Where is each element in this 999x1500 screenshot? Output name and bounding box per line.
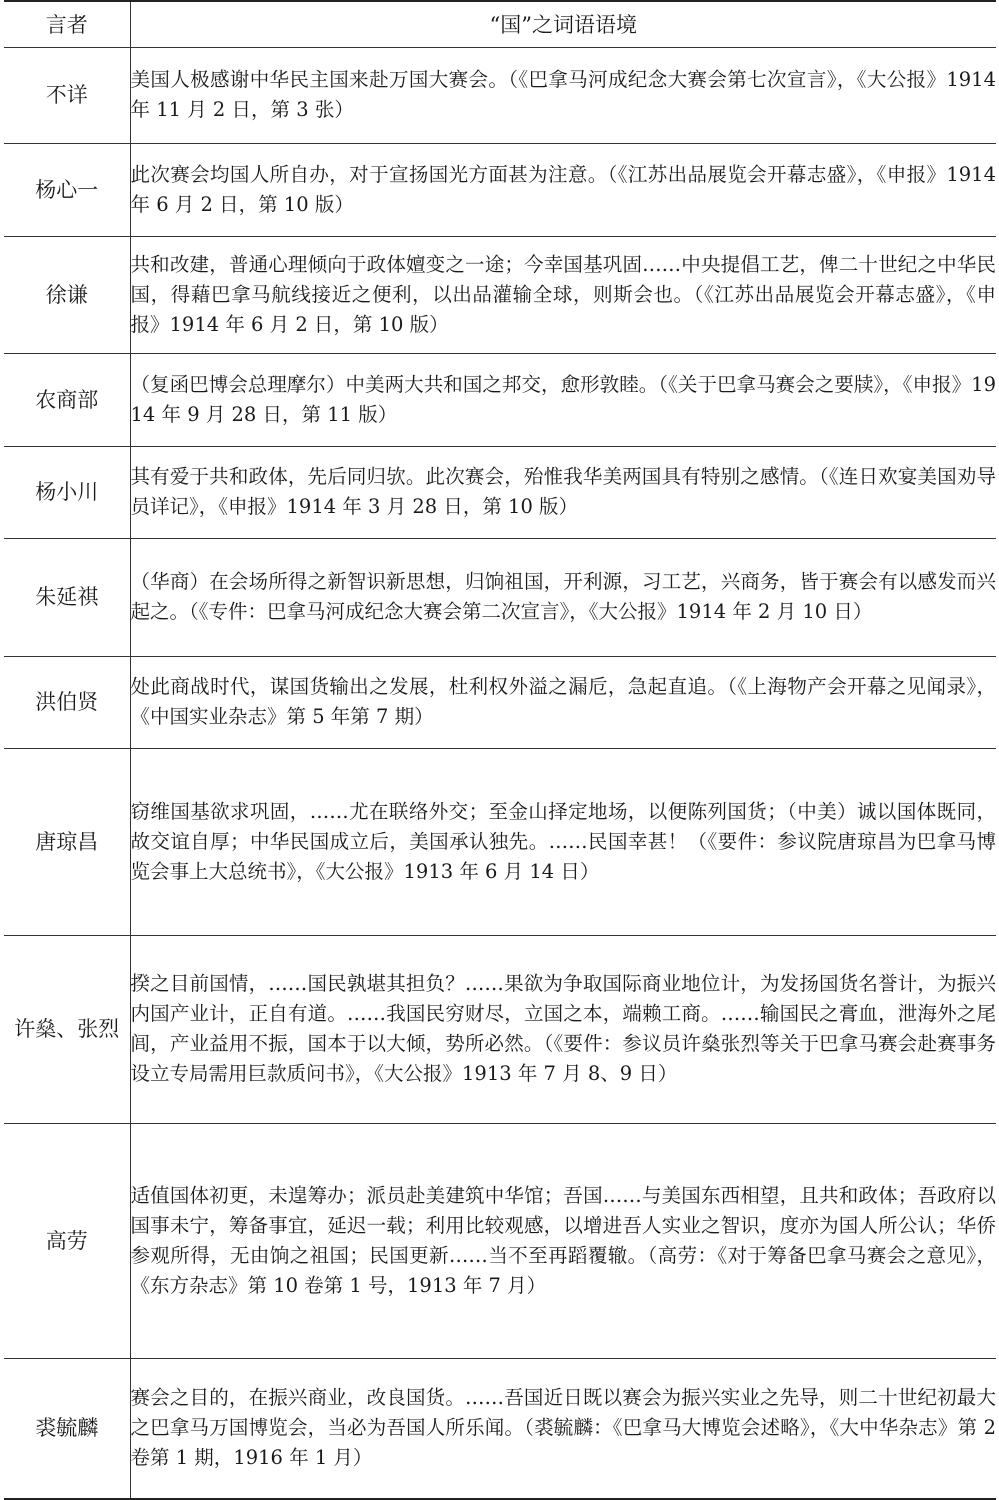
speaker-cell: 洪伯贤 <box>4 656 130 748</box>
speaker-cell: 唐琼昌 <box>4 748 130 935</box>
speaker-cell: 杨心一 <box>4 143 130 236</box>
table-row <box>4 748 996 935</box>
speaker-cell: 杨小川 <box>4 446 130 538</box>
quote-cell: 美国人极感谢中华民主国来赴万国大赛会。（《巴拿马河成纪念大赛会第七次宣言》，《大公报》1914 年 11 月 2 日，第 3 张） <box>130 47 996 143</box>
quote-cell: 赛会之目的，在振兴商业，改良国货。……吾国近日既以赛会为振兴实业之先导，则二十世纪初最大之巴拿马万国博览会，当必为吾国人所乐闻。（裘毓麟：《巴拿马大博览会述略》，《大中华杂志》第 2 卷第 1 期，1916 年 1 月） <box>130 1358 996 1499</box>
table-row <box>4 353 996 446</box>
table-row <box>4 935 996 1123</box>
table-row <box>4 538 996 656</box>
quote-cell: 共和改建，普通心理倾向于政体嬗变之一途；今幸国基巩固……中央提倡工艺，俾二十世纪之中华民国，得藉巴拿马航线接近之便利，以出品灌输全球，则斯会也。（《江苏出品展览会开幕志盛》，《申报》1914 年 6 月 2 日，第 10 版） <box>130 236 996 353</box>
table-row <box>4 656 996 748</box>
speaker-cell: 朱延祺 <box>4 538 130 656</box>
quote-cell: （复函巴博会总理摩尔）中美两大共和国之邦交，愈形敦睦。（《关于巴拿马赛会之要牍》，《申报》1914 年 9 月 28 日，第 11 版） <box>130 353 996 446</box>
quote-cell: 窃维国基欲求巩固，……尤在联络外交；至金山择定地场，以便陈列国货；（中美）诚以国体既同，故交谊自厚；中华民国成立后，美国承认独先。……民国幸甚！（《要件：参议院唐琼昌为巴拿马博览会事上大总统书》，《大公报》1913 年 6 月 14 日） <box>130 748 996 935</box>
table-row <box>4 446 996 538</box>
header-speaker: 言者 <box>4 1 130 47</box>
speaker-cell: 徐谦 <box>4 236 130 353</box>
quotes-table <box>4 0 996 1500</box>
quote-cell: 此次赛会均国人所自办，对于宣扬国光方面甚为注意。（《江苏出品展览会开幕志盛》，《申报》1914 年 6 月 2 日，第 10 版） <box>130 143 996 236</box>
table-row <box>4 1358 996 1499</box>
speaker-cell: 不详 <box>4 47 130 143</box>
table-header <box>4 1 996 47</box>
table-row <box>4 236 996 353</box>
quote-cell: 其有爱于共和政体，先后同归欤。此次赛会，殆惟我华美两国具有特别之感情。（《连日欢宴美国劝导员详记》，《申报》1914 年 3 月 28 日，第 10 版） <box>130 446 996 538</box>
table-row <box>4 1123 996 1358</box>
quote-cell: （华商）在会场所得之新智识新思想，归饷祖国，开利源，习工艺，兴商务，皆于赛会有以感发而兴起之。（《专件：巴拿马河成纪念大赛会第二次宣言》，《大公报》1914 年 2 月 10 日） <box>130 538 996 656</box>
speaker-cell: 许燊、张烈 <box>4 935 130 1123</box>
table-row <box>4 47 996 143</box>
quote-cell: 处此商战时代，谋国货输出之发展，杜利权外溢之漏卮，急起直追。（《上海物产会开幕之见闻录》，《中国实业杂志》第 5 年第 7 期） <box>130 656 996 748</box>
header-context: “国”之词语语境 <box>130 1 996 47</box>
quote-cell: 揆之目前国情，……国民孰堪其担负？……果欲为争取国际商业地位计，为发扬国货名誉计，为振兴内国产业计，正自有道。……我国民穷财尽，立国之本，端赖工商。……输国民之膏血，泄海外之尾闾，产业益用不振，国本于以大倾，势所必然。（《要件：参议员许燊张烈等关于巴拿马赛会赴赛事务设立专局需用巨款质问书》，《大公报》1913 年 7 月 8、9 日） <box>130 935 996 1123</box>
speaker-cell: 裘毓麟 <box>4 1358 130 1499</box>
speaker-cell: 农商部 <box>4 353 130 446</box>
speaker-cell: 高劳 <box>4 1123 130 1358</box>
quote-cell: 适值国体初更，未遑筹办；派员赴美建筑中华馆；吾国……与美国东西相望，且共和政体；吾政府以国事未宁，筹备事宜，延迟一载；利用比较观感，以增进吾人实业之智识，度亦为国人所公认；华侨参观所得，无由饷之祖国；民国更新……当不至再蹈覆辙。（高劳：《对于筹备巴拿马赛会之意见》，《东方杂志》第 10 卷第 1 号，1913 年 7 月） <box>130 1123 996 1358</box>
table-body <box>4 47 996 1499</box>
header-row <box>4 1 996 47</box>
table-row <box>4 143 996 236</box>
